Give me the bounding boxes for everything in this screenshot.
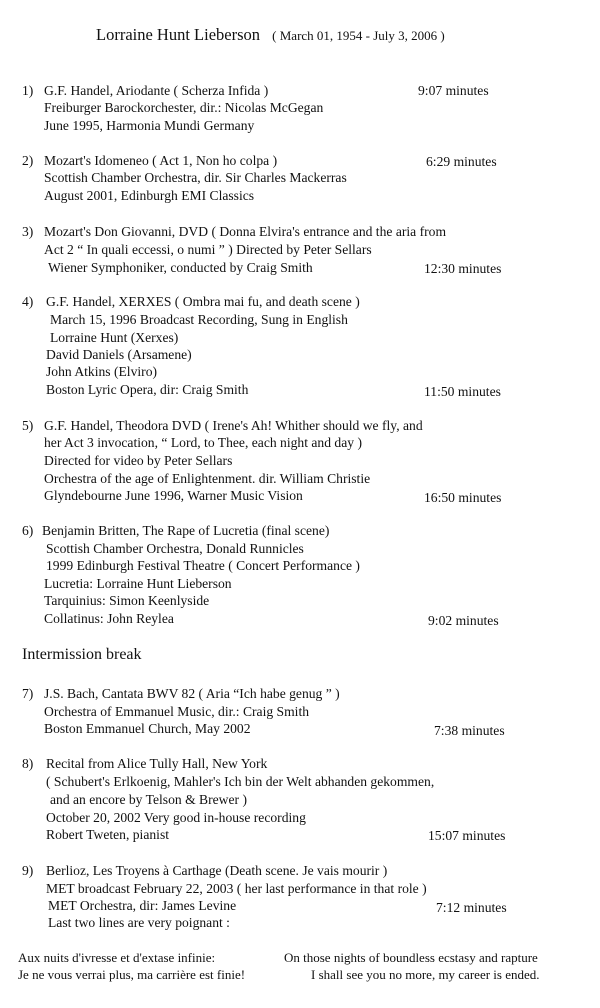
item-4-line-3: Lorraine Hunt (Xerxes) (50, 330, 179, 345)
item-2-number: 2) (22, 153, 34, 168)
item-3-duration: 12:30 minutes (424, 261, 502, 276)
item-4-line-6: Boston Lyric Opera, dir: Craig Smith (46, 382, 249, 397)
item-3-number: 3) (22, 224, 34, 239)
item-7-duration: 7:38 minutes (434, 723, 505, 738)
item-1-line-1: G.F. Handel, Ariodante ( Scherza Infida ) (44, 83, 269, 98)
item-4-line-4: David Daniels (Arsamene) (46, 347, 192, 362)
item-1-duration: 9:07 minutes (418, 83, 489, 98)
item-5-line-4: Orchestra of the age of Enlightenment. dir. William Christie (44, 471, 371, 486)
item-6-line-6: Collatinus: John Reylea (44, 611, 174, 626)
item-8-line-2: ( Schubert's Erlkoenig, Mahler's Ich bin der Welt abhanden gekommen, (46, 774, 435, 789)
closing-french-line-1: Aux nuits d'ivresse et d'extase infinie: (18, 950, 216, 965)
closing-english-line-1: On those nights of boundless ecstasy and rapture (284, 950, 538, 965)
item-4-number: 4) (22, 294, 34, 309)
item-8-line-3: and an encore by Telson & Brewer ) (50, 792, 247, 807)
item-6-duration: 9:02 minutes (428, 613, 499, 628)
item-7-line-1: J.S. Bach, Cantata BWV 82 ( Aria “Ich habe genug ” ) (44, 686, 340, 701)
item-8-line-5: Robert Tweten, pianist (46, 827, 170, 842)
item-5-line-5: Glyndebourne June 1996, Warner Music Vision (44, 488, 303, 503)
item-5-duration: 16:50 minutes (424, 490, 502, 505)
item-9-line-3: MET Orchestra, dir: James Levine (48, 898, 237, 913)
title-dates: ( March 01, 1954 - July 3, 2006 ) (272, 28, 445, 43)
item-6-line-5: Tarquinius: Simon Keenlyside (44, 593, 210, 608)
item-9-number: 9) (22, 863, 34, 878)
item-6-number: 6) (22, 523, 34, 538)
item-6-line-2: Scottish Chamber Orchestra, Donald Runnicles (46, 541, 304, 556)
item-5-line-3: Directed for video by Peter Sellars (44, 453, 233, 468)
item-2-duration: 6:29 minutes (426, 154, 497, 169)
intermission-heading: Intermission break (22, 646, 142, 663)
item-5-number: 5) (22, 418, 34, 433)
item-3-line-1: Mozart's Don Giovanni, DVD ( Donna Elvira's entrance and the aria from (44, 224, 447, 239)
item-8-number: 8) (22, 756, 34, 771)
item-6-line-4: Lucretia: Lorraine Hunt Lieberson (44, 576, 232, 591)
item-1-line-2: Freiburger Barockorchester, dir.: Nicolas McGegan (44, 100, 324, 115)
item-4-line-1: G.F. Handel, XERXES ( Ombra mai fu, and death scene ) (46, 294, 360, 309)
item-8-line-1: Recital from Alice Tully Hall, New York (46, 756, 268, 771)
item-7-line-2: Orchestra of Emmanuel Music, dir.: Craig Smith (44, 704, 310, 719)
item-2-line-3: August 2001, Edinburgh EMI Classics (44, 188, 255, 203)
title-name: Lorraine Hunt Lieberson (96, 25, 261, 44)
item-1-line-3: June 1995, Harmonia Mundi Germany (44, 118, 255, 133)
item-4-line-2: March 15, 1996 Broadcast Recording, Sung in English (50, 312, 348, 327)
item-9-line-4: Last two lines are very poignant : (48, 915, 230, 930)
page-title (96, 27, 445, 44)
item-3-line-2: Act 2 “ In quali eccessi, o numi ” ) Directed by Peter Sellars (44, 242, 372, 257)
item-4-duration: 11:50 minutes (424, 384, 501, 399)
closing-english-line-2: I shall see you no more, my career is ended. (311, 967, 540, 982)
item-2-line-2: Scottish Chamber Orchestra, dir. Sir Charles Mackerras (44, 170, 347, 185)
item-8-line-4: October 20, 2002 Very good in-house recording (46, 810, 306, 825)
item-7-number: 7) (22, 686, 34, 701)
item-6-line-1: Benjamin Britten, The Rape of Lucretia (final scene) (42, 523, 330, 538)
item-5-line-2: her Act 3 invocation, “ Lord, to Thee, each night and day ) (44, 435, 362, 450)
item-9-line-1: Berlioz, Les Troyens à Carthage (Death scene. Je vais mourir ) (46, 863, 388, 878)
item-1-number: 1) (22, 83, 34, 98)
item-9-duration: 7:12 minutes (436, 900, 507, 915)
item-9-line-2: MET broadcast February 22, 2003 ( her last performance in that role ) (46, 881, 427, 896)
item-4-line-5: John Atkins (Elviro) (46, 364, 158, 379)
closing-french-line-2: Je ne vous verrai plus, ma carrière est finie! (18, 967, 246, 982)
item-6-line-3: 1999 Edinburgh Festival Theatre ( Concert Performance ) (46, 558, 360, 573)
item-2-line-1: Mozart's Idomeneo ( Act 1, Non ho colpa ) (44, 153, 278, 168)
item-5-line-1: G.F. Handel, Theodora DVD ( Irene's Ah! Whither should we fly, and (44, 418, 423, 433)
item-8-duration: 15:07 minutes (428, 828, 506, 843)
item-7-line-3: Boston Emmanuel Church, May 2002 (44, 721, 251, 736)
item-3-line-3: Wiener Symphoniker, conducted by Craig Smith (48, 260, 313, 275)
